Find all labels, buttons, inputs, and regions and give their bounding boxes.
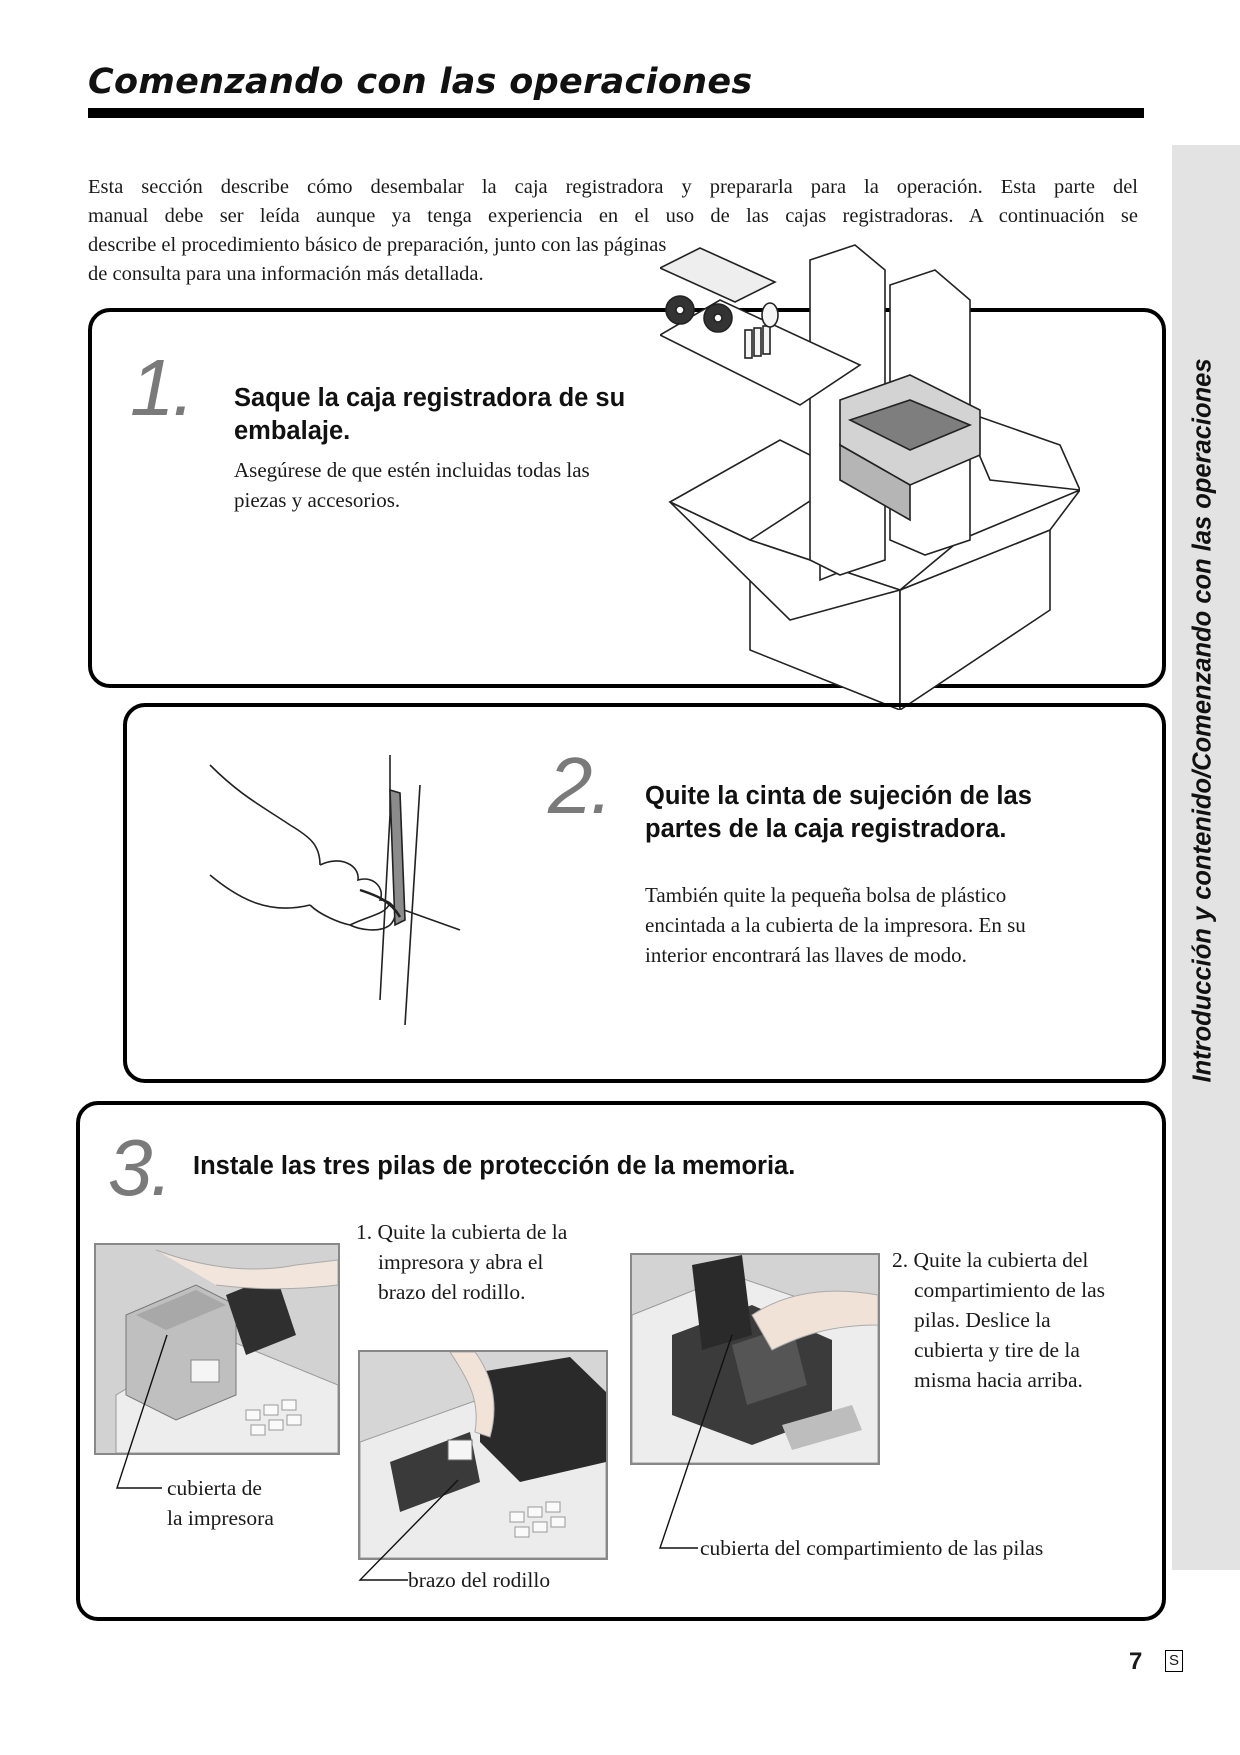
step-2-body-line: interior encontrará las llaves de modo. — [645, 943, 967, 967]
language-mark: S — [1165, 1650, 1183, 1672]
step-1-body-line: Asegúrese de que estén incluidas todas las — [234, 458, 590, 482]
label-battery-cover: cubierta del compartimiento de las pilas — [700, 1536, 1044, 1560]
roller-arm-photo — [358, 1350, 608, 1560]
intro-line: describe el procedimiento básico de preparación, junto con las páginas — [88, 234, 667, 256]
step-1-heading-line: embalaje. — [234, 417, 351, 445]
intro-line: manual debe ser leída aunque ya tenga experiencia en el uso de las cajas registradoras. A continuación se — [88, 205, 1138, 227]
step-3-sub-b-line: misma hacia arriba. — [914, 1368, 1083, 1392]
step-2-heading-line: partes de la caja registradora. — [645, 815, 1007, 843]
step-3-heading: Instale las tres pilas de protección de la memoria. — [193, 1152, 796, 1180]
step-3-sub-a-line: 1. Quite la cubierta de la — [356, 1220, 568, 1244]
step-3-sub-a-line: brazo del rodillo. — [378, 1280, 526, 1304]
title-underline — [88, 108, 1144, 118]
step-3-sub-b-line: cubierta y tire de la — [914, 1338, 1080, 1362]
printer-cover-photo — [94, 1243, 340, 1455]
step-2-body-line: encintada a la cubierta de la impresora. En su — [645, 913, 1026, 937]
step-3-sub-b-line: compartimiento de las — [914, 1278, 1106, 1302]
step-1-heading-line: Saque la caja registradora de su — [234, 384, 626, 412]
step-3-sub-a — [356, 1217, 626, 1307]
battery-cover-photo — [630, 1253, 880, 1465]
side-tab-label: Introducción y contenido/Comenzando con las operaciones — [1188, 357, 1217, 1083]
page-number: 7 — [1129, 1648, 1143, 1675]
intro-line: Esta sección describe cómo desembalar la caja registradora y prepararla para la operación. Esta parte del — [88, 176, 1138, 198]
step-3-sub-b-line: 2. Quite la cubierta del — [892, 1248, 1089, 1272]
step-3-sub-b — [892, 1245, 1162, 1395]
label-printer-cover-line: cubierta de — [167, 1476, 262, 1500]
step-3-sub-a-line: impresora y abra el — [378, 1250, 544, 1274]
tape-removal-illustration — [200, 755, 470, 1025]
unpacking-illustration — [660, 240, 1080, 710]
label-printer-cover — [167, 1473, 367, 1533]
step-3-sub-b-line: pilas. Deslice la — [914, 1308, 1051, 1332]
step-1-number: 1. — [130, 343, 193, 432]
page-title: Comenzando con las operaciones — [88, 62, 753, 102]
label-roller-arm: brazo del rodillo — [408, 1568, 551, 1592]
step-3-number: 3. — [108, 1123, 171, 1212]
step-2-number: 2. — [548, 741, 611, 830]
step-2-body — [645, 880, 1145, 970]
step-1-heading — [234, 382, 704, 448]
step-2-body-line: También quite la pequeña bolsa de plástico — [645, 883, 1007, 907]
intro-line: de consulta para una información más detallada. — [88, 263, 484, 285]
side-tab-label-wrap — [1174, 150, 1232, 1290]
step-2-heading — [645, 780, 1145, 846]
label-printer-cover-line: la impresora — [167, 1506, 274, 1530]
step-2-heading-line: Quite la cinta de sujeción de las — [645, 782, 1032, 810]
step-1-body — [234, 455, 684, 515]
step-1-body-line: piezas y accesorios. — [234, 488, 401, 512]
